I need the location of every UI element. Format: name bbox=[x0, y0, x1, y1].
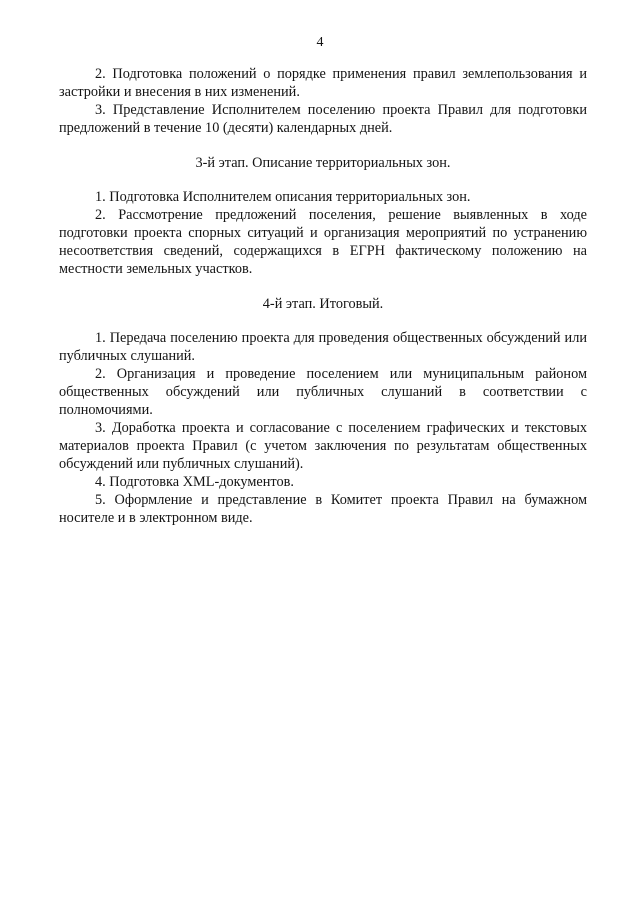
list-item: 1. Подготовка Исполнителем описания территориальных зон. bbox=[95, 189, 471, 205]
list-item: 2. Подготовка положений о порядке применения правил землепользования и застройки и внесения в них изменений. bbox=[59, 66, 587, 100]
list-item: 2. Организация и проведение поселением или муниципальным районом общественных обсуждений или публичных слушаний в соответствии с полномочиями. bbox=[59, 366, 587, 418]
list-item: 3. Доработка проекта и согласование с поселением графических и текстовых материалов проекта Правил (с учетом заключения по результатам общественных обсуждений или публичных слушаний). bbox=[59, 420, 587, 472]
page-number: 4 bbox=[316, 35, 324, 50]
list-item: 5. Оформление и представление в Комитет проекта Правил на бумажном носителе и в электронном виде. bbox=[59, 492, 587, 526]
section-heading-stage-3: 3-й этап. Описание территориальных зон. bbox=[195, 155, 451, 171]
list-item: 4. Подготовка XML-документов. bbox=[95, 474, 294, 490]
list-item: 2. Рассмотрение предложений поселения, решение выявленных в ходе подготовки проекта спорных ситуаций и организация мероприятий по устранению несоответствия сведений, содержащихся в ЕГРН фактическому положению на местности земельных участков. bbox=[59, 207, 587, 277]
document-body bbox=[59, 65, 587, 527]
list-item: 1. Передача поселению проекта для проведения общественных обсуждений или публичных слушаний. bbox=[59, 330, 587, 364]
section-heading-stage-4: 4-й этап. Итоговый. bbox=[262, 296, 384, 312]
list-item: 3. Представление Исполнителем поселению проекта Правил для подготовки предложений в течение 10 (десяти) календарных дней. bbox=[59, 102, 587, 136]
